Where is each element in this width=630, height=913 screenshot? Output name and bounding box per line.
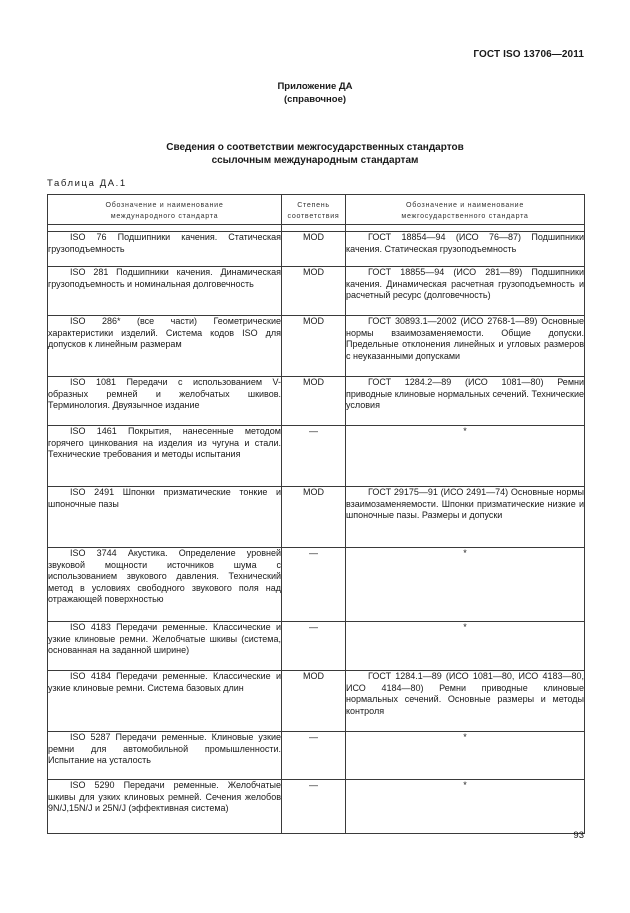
degree-cell: MOD xyxy=(282,267,346,316)
header-interstate-standard xyxy=(346,195,585,225)
table-row xyxy=(48,316,585,377)
header-inter-line-2: межгосударственного стандарта xyxy=(401,211,529,220)
document-title xyxy=(0,141,630,167)
intl-standard-cell: ISO 4183 Передачи ременные. Классические и узкие клиновые ремни. Желобчатые шкивы (система, основанная на заданной ширине) xyxy=(48,622,282,671)
table-row xyxy=(48,426,585,487)
table-spacer-row xyxy=(48,225,585,232)
table-row xyxy=(48,622,585,671)
interstate-standard-cell: * xyxy=(346,622,585,671)
standard-designation: ГОСТ ISO 13706—2011 xyxy=(473,49,584,60)
intl-standard-cell: ISO 76 Подшипники качения. Статическая грузоподъемность xyxy=(48,232,282,267)
intl-standard-cell: ISO 3744 Акустика. Определение уровней звуковой мощности источников шума с использованием звукового давления. Технический метод в условиях свободного звукового поля над отражающей поверхностью xyxy=(48,548,282,622)
table-row xyxy=(48,671,585,732)
intl-standard-cell: ISO 286* (все части) Геометрические характеристики изделий. Система кодов ISO для допусков к линейным размерам xyxy=(48,316,282,377)
header-degree-line-1: Степень xyxy=(297,201,330,209)
intl-standard-cell: ISO 2491 Шпонки призматические тонкие и шпоночные пазы xyxy=(48,487,282,548)
table-row xyxy=(48,232,585,267)
header-intl-line-2: международного стандарта xyxy=(110,211,219,220)
header-intl-line-1: Обозначение и наименование xyxy=(105,201,224,209)
degree-cell: MOD xyxy=(282,671,346,732)
annex-heading xyxy=(0,81,630,106)
document-title-line-1: Сведения о соответствии межгосударственных стандартов xyxy=(166,142,464,153)
table-row xyxy=(48,267,585,316)
table-header-row xyxy=(48,195,585,225)
intl-standard-cell: ISO 4184 Передачи ременные. Классические и узкие клиновые ремни. Система базовых длин xyxy=(48,671,282,732)
table-row xyxy=(48,780,585,834)
table-row xyxy=(48,487,585,548)
intl-standard-cell: ISO 281 Подшипники качения. Динамическая грузоподъемность и номинальная долговечность xyxy=(48,267,282,316)
header-international-standard xyxy=(48,195,282,225)
degree-cell: — xyxy=(282,622,346,671)
degree-cell: — xyxy=(282,426,346,487)
page-number: 93 xyxy=(573,830,584,841)
annex-subtitle: (справочное) xyxy=(283,93,347,105)
degree-cell: MOD xyxy=(282,232,346,267)
intl-standard-cell: ISO 1081 Передачи с использованием V-образных ремней и желобчатых шкивов. Терминология. Двуязычное издание xyxy=(48,377,282,426)
interstate-standard-cell: * xyxy=(346,548,585,622)
degree-cell: MOD xyxy=(282,377,346,426)
interstate-standard-cell: ГОСТ 18854—94 (ИСО 76—87) Подшипники качения. Статическая грузоподъемность xyxy=(346,232,585,267)
intl-standard-cell: ISO 5287 Передачи ременные. Клиновые узкие ремни для автомобильной промышленности. Испытание на усталость xyxy=(48,732,282,780)
interstate-standard-cell: * xyxy=(346,732,585,780)
table-caption: Таблица ДА.1 xyxy=(47,178,127,189)
interstate-standard-cell: ГОСТ 1284.2—89 (ИСО 1081—80) Ремни приводные клиновые нормальных сечений. Технические условия xyxy=(346,377,585,426)
standards-correspondence-table xyxy=(47,194,585,834)
intl-standard-cell: ISO 5290 Передачи ременные. Желобчатые шкивы для узких клиновых ремней. Сечения желобов 9N/J,15N/J и 25N/J (эффективная система) xyxy=(48,780,282,834)
interstate-standard-cell: * xyxy=(346,426,585,487)
degree-cell: — xyxy=(282,780,346,834)
interstate-standard-cell: ГОСТ 1284.1—89 (ИСО 1081—80, ИСО 4183—80, ИСО 4184—80) Ремни приводные клиновые нормальных сечений. Основные размеры и методы контроля xyxy=(346,671,585,732)
interstate-standard-cell: * xyxy=(346,780,585,834)
intl-standard-cell: ISO 1461 Покрытия, нанесенные методом горячего цинкования на изделия из чугуна и стали. Технические требования и методы испытания xyxy=(48,426,282,487)
table-row xyxy=(48,732,585,780)
document-title-line-2: ссылочным международным стандартам xyxy=(211,155,419,166)
degree-cell: — xyxy=(282,548,346,622)
degree-cell: — xyxy=(282,732,346,780)
degree-cell: MOD xyxy=(282,316,346,377)
annex-title: Приложение ДА xyxy=(277,81,353,92)
interstate-standard-cell: ГОСТ 29175—91 (ИСО 2491—74) Основные нормы взаимозаменяемости. Шпонки призматические низкие и шпоночные пазы. Размеры и допуски xyxy=(346,487,585,548)
header-inter-line-1: Обозначение и наименование xyxy=(406,201,524,209)
interstate-standard-cell: ГОСТ 18855—94 (ИСО 281—89) Подшипники качения. Динамическая расчетная грузоподъемность и расчетный ресурс (долговечность) xyxy=(346,267,585,316)
table-row xyxy=(48,548,585,622)
header-degree-line-2: соответствия xyxy=(287,211,340,220)
degree-cell: MOD xyxy=(282,487,346,548)
interstate-standard-cell: ГОСТ 30893.1—2002 (ИСО 2768-1—89) Основные нормы взаимозаменяемости. Общие допуски. Предельные отклонения линейных и угловых размеров с неуказанными допусками xyxy=(346,316,585,377)
table-row xyxy=(48,377,585,426)
header-degree-of-correspondence xyxy=(282,195,346,225)
